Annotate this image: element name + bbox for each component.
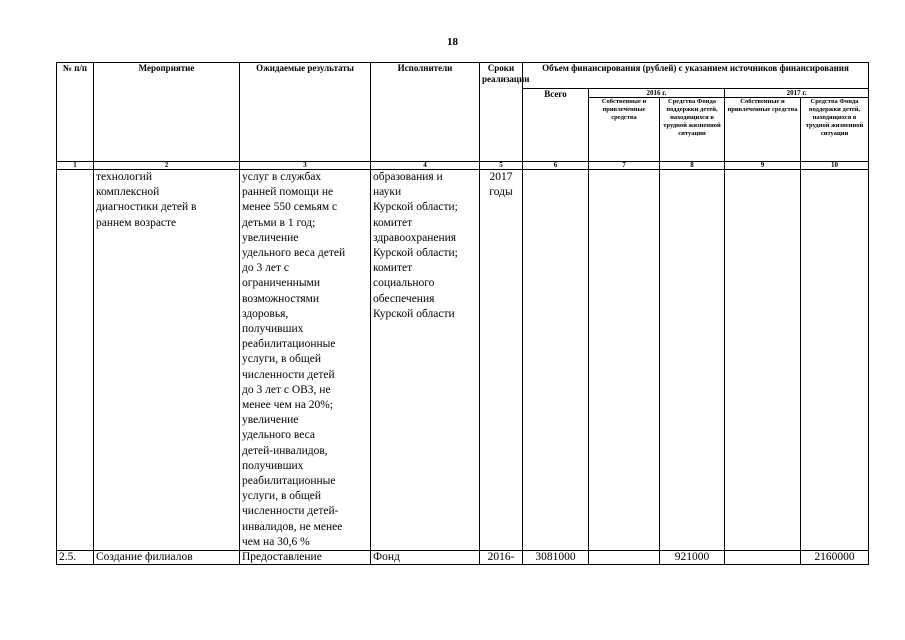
column-number-row: [57, 162, 869, 170]
row-own-2016: [589, 170, 660, 551]
column-number: 2: [94, 162, 240, 170]
row-num: 2.5.: [57, 551, 94, 565]
header-funding: Объем финансирования (рублей) с указанием источников финансирования: [523, 63, 869, 89]
row-executors: Фонд: [371, 551, 480, 565]
row-results: Предоставление: [240, 551, 371, 565]
column-number: 1: [57, 162, 94, 170]
column-number: 4: [371, 162, 480, 170]
header-year-2017: 2017 г.: [725, 89, 869, 98]
column-number: 7: [589, 162, 660, 170]
funding-table: [56, 62, 869, 565]
page-number: 18: [447, 36, 458, 48]
row-own-2017: [725, 551, 801, 565]
header-event: Мероприятие: [94, 63, 240, 162]
column-number: 5: [480, 162, 523, 170]
row-terms: 2017 годы: [480, 170, 523, 551]
row-executors: образования и науки Курской области; комитет здравоохранения Курской области; комитет социального обеспечения Курской области: [371, 170, 480, 551]
row-fund-2016: 921000: [660, 551, 725, 565]
header-results: Ожидаемые результаты: [240, 63, 371, 162]
row-terms: 2016-: [480, 551, 523, 565]
column-number: 6: [523, 162, 589, 170]
table-row: [57, 551, 869, 565]
row-total: [523, 170, 589, 551]
header-year-2016: 2016 г.: [589, 89, 725, 98]
header-own-funds-2016: Собственные и привлеченные средства: [589, 98, 660, 162]
header-executors: Исполнители: [371, 63, 480, 162]
row-fund-2017: [801, 170, 869, 551]
row-fund-2017: 2160000: [801, 551, 869, 565]
row-event: Создание филиалов: [94, 551, 240, 565]
row-own-2016: [589, 551, 660, 565]
header-own-funds-2017: Собственные и привлеченные средства: [725, 98, 801, 162]
row-total: 3081000: [523, 551, 589, 565]
column-number: 10: [801, 162, 869, 170]
header-terms: Сроки реализации: [480, 63, 523, 162]
row-results: услуг в службах ранней помощи не менее 550 семьям с детьми в 1 год; увеличение удельного веса детей до 3 лет с ограниченными возможностями здоровья, получивших реабилитационные услуги, в общей численности детей до 3 лет с ОВЗ, не менее чем на 20%; увеличение удельного веса детей-инвалидов, получивших реабилитационные услуги, в общей численности детей- инвалидов, не менее чем на 30,6 %: [240, 170, 371, 551]
table-row: [57, 170, 869, 551]
column-number: 9: [725, 162, 801, 170]
row-num: [57, 170, 94, 551]
header-fund-support-2016: Средства Фонда поддержки детей, находящихся в трудной жизненной ситуации: [660, 98, 725, 162]
row-fund-2016: [660, 170, 725, 551]
row-own-2017: [725, 170, 801, 551]
column-number: 3: [240, 162, 371, 170]
header-num: № п/п: [57, 63, 94, 162]
header-fund-support-2017: Средства Фонда поддержки детей, находящихся в трудной жизненной ситуации: [801, 98, 869, 162]
row-event: технологий комплексной диагностики детей в раннем возрасте: [94, 170, 240, 551]
header-total: Всего: [523, 89, 589, 162]
column-number: 8: [660, 162, 725, 170]
